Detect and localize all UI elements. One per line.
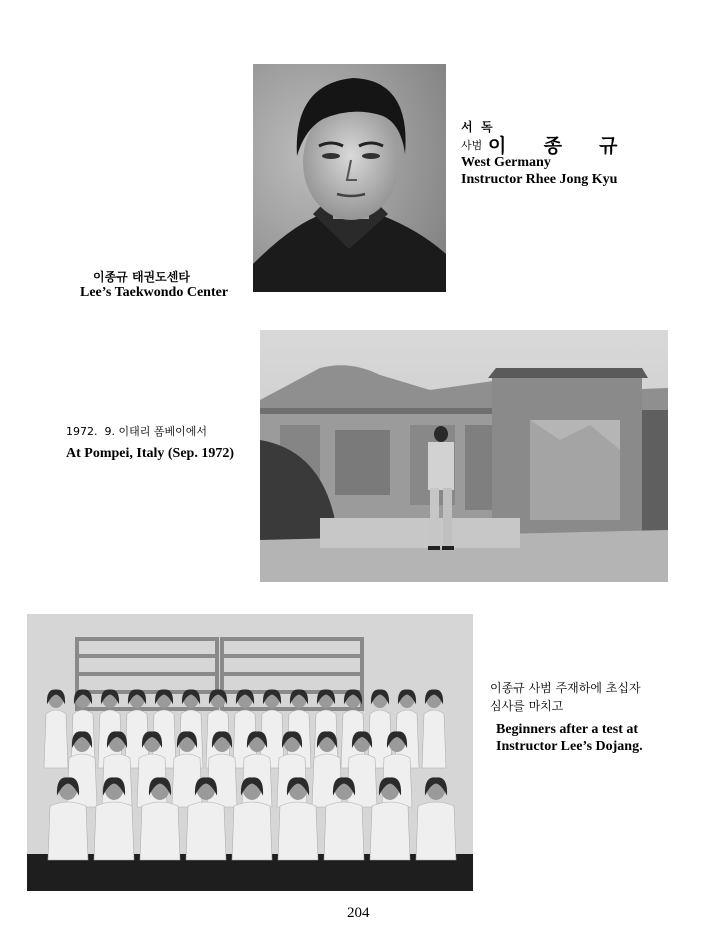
group-caption-korean-line2: 심사를 마치고	[490, 699, 564, 713]
region-korean: 서 독	[461, 120, 493, 134]
group-caption-korean-line1: 이종규 사범 주재하에 초십자	[490, 681, 641, 695]
group-photo	[27, 614, 473, 891]
group-caption-english-line2: Instructor Lee’s Dojang.	[496, 739, 643, 754]
pompeii-caption-english: At Pompei, Italy (Sep. 1972)	[66, 446, 234, 461]
country-english: West Germany	[461, 155, 551, 170]
center-english: Lee’s Taekwondo Center	[80, 285, 229, 300]
page-number: 204	[347, 905, 370, 921]
group-caption-english-line1: Beginners after a test at	[496, 722, 639, 737]
center-korean: 이종규 태권도센타	[93, 270, 190, 284]
instructor-english: Instructor Rhee Jong Kyu	[461, 172, 618, 187]
pompeii-date-korean: 1972. 9. 이태리 폼베이에서	[66, 425, 207, 438]
instructor-name-korean: 이 종 규	[488, 135, 626, 157]
title-korean: 사범	[461, 139, 483, 152]
portrait-photo	[253, 64, 446, 292]
pompeii-photo	[260, 330, 668, 582]
